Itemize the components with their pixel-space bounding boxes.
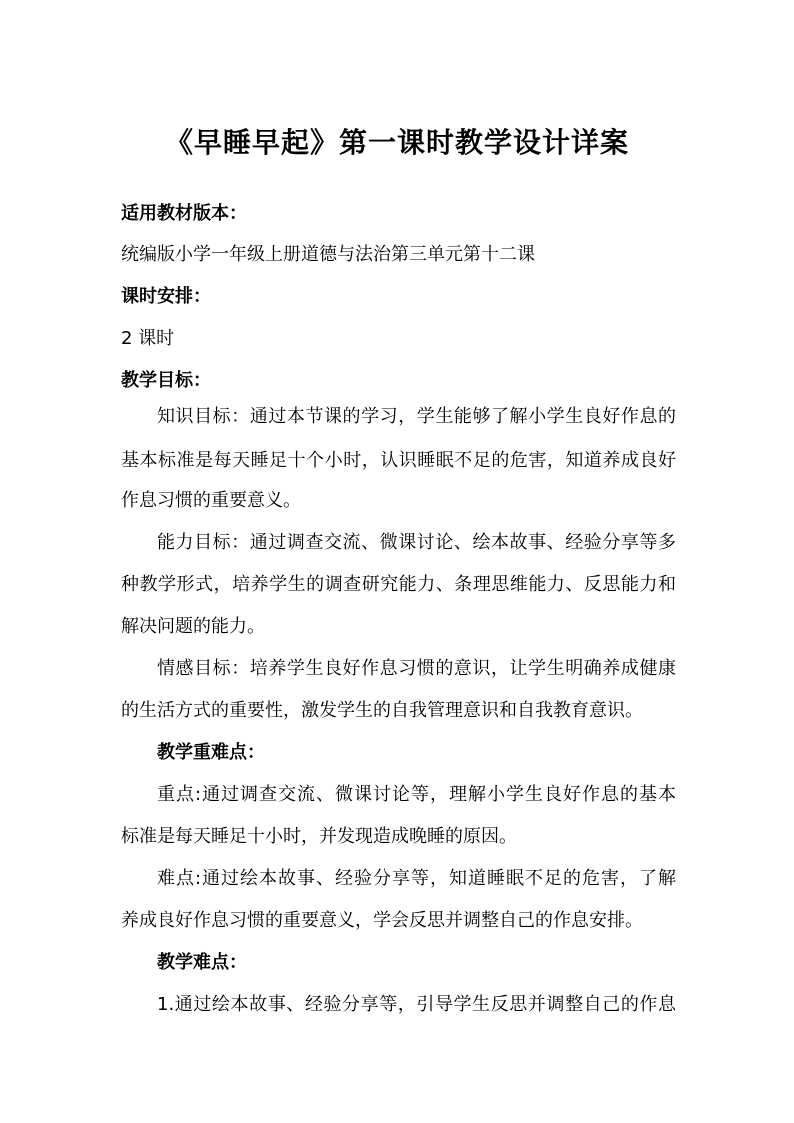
goal-emotion-line-2: 的生活方式的重要性，激发学生的自我管理意识和自我教育意识。 bbox=[121, 700, 643, 721]
key-points-heading: 教学重难点： bbox=[157, 742, 265, 763]
goal-emotion-line-1: 情感目标：培养学生良好作息习惯的意识，让学生明确养成健康 bbox=[157, 658, 676, 679]
key-point-line-1: 重点:通过调查交流、微课讨论等，理解小学生良好作息的基本 bbox=[157, 784, 676, 805]
goal-ability-line-1: 能力目标：通过调查交流、微课讨论、绘本故事、经验分享等多 bbox=[157, 532, 676, 553]
document-title: 《早睡早起》第一课时教学设计详案 bbox=[164, 126, 629, 159]
goal-ability-line-3: 解决问题的能力。 bbox=[121, 616, 265, 637]
edition-heading: 适用教材版本： bbox=[121, 203, 247, 224]
goal-knowledge-line-2: 基本标准是每天睡足十个小时，认识睡眠不足的危害，知道养成良好 bbox=[121, 450, 676, 471]
schedule-heading: 课时安排： bbox=[121, 286, 211, 307]
goals-heading: 教学目标： bbox=[121, 370, 211, 391]
difficulty-point-line-2: 养成良好作息习惯的重要意义，学会反思并调整自己的作息安排。 bbox=[121, 910, 643, 931]
edition-text: 统编版小学一年级上册道德与法治第三单元第十二课 bbox=[121, 244, 535, 265]
schedule-text: 2 课时 bbox=[121, 328, 175, 349]
goal-ability-line-2: 种教学形式，培养学生的调查研究能力、条理思维能力、反思能力和 bbox=[121, 574, 676, 595]
goal-knowledge-line-1: 知识目标：通过本节课的学习，学生能够了解小学生良好作息的 bbox=[157, 406, 676, 427]
difficulty-item-1: 1.通过绘本故事、经验分享等，引导学生反思并调整自己的作息 bbox=[157, 994, 676, 1015]
key-point-line-2: 标准是每天睡足十小时，并发现造成晚睡的原因。 bbox=[121, 826, 517, 847]
goal-knowledge-line-3: 作息习惯的重要意义。 bbox=[121, 490, 301, 511]
difficulty-point-line-1: 难点:通过绘本故事、经验分享等，知道睡眠不足的危害，了解 bbox=[157, 868, 676, 889]
difficulty-heading: 教学难点： bbox=[157, 952, 247, 973]
